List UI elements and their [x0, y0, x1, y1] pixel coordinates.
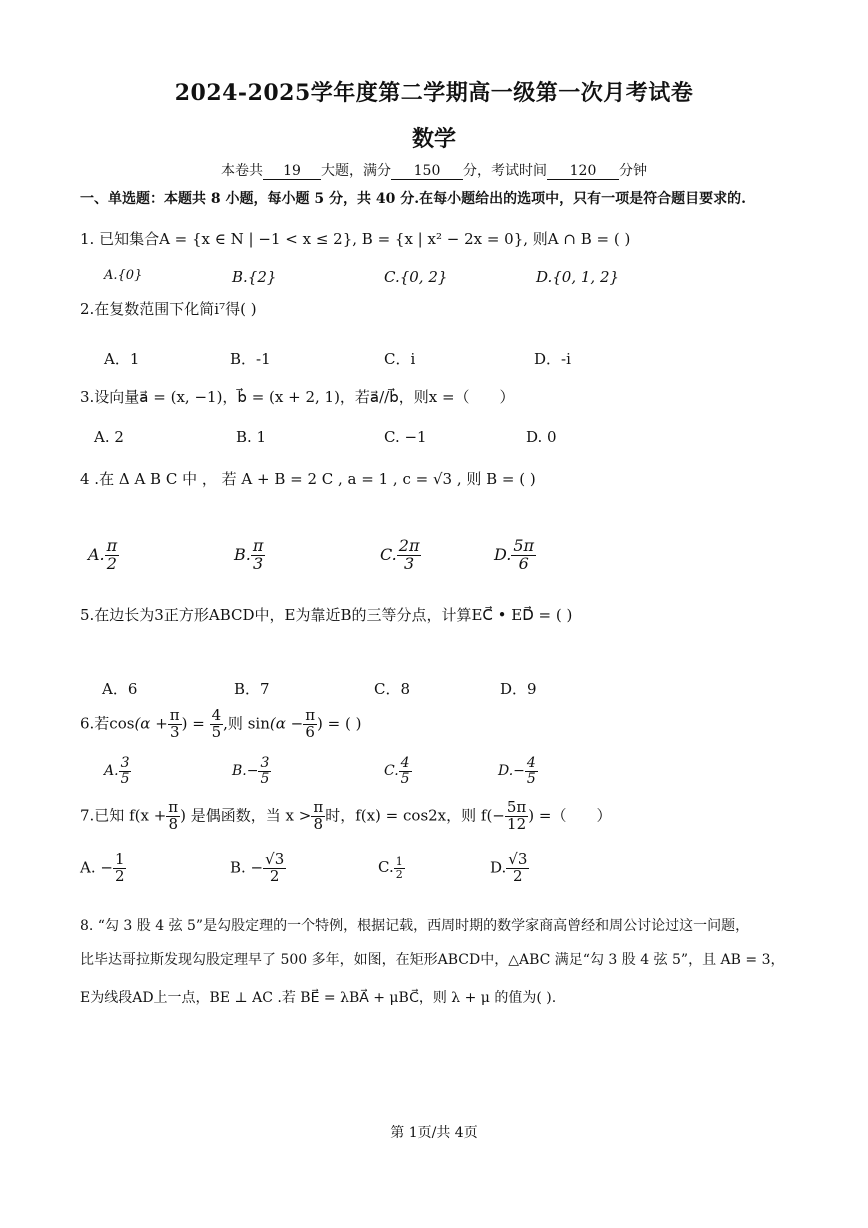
info-mid2: 分，考试时间: [463, 163, 547, 179]
info-suffix: 分钟: [619, 163, 647, 179]
q2-option-c: C．i: [384, 350, 416, 368]
q3-option-d: D. 0: [526, 428, 557, 446]
q7-stem: 7.已知 f(x + $\frac{\pi}{8}$ ) 是偶函数，当 x > $\frac{\pi}{8}$ 时，f(x) = cos2x，则 f(− $\frac{5\pi}{12}$ ) =（ ）: [80, 798, 612, 833]
page-footer: 第 1页/共 4页: [390, 1125, 478, 1141]
q2-option-b: B．-1: [230, 350, 271, 368]
q5-stem: 5.在边长为3正方形ABCD中，E为靠近B的三等分点，计算EC⃗ • ED⃗ = ( ): [80, 606, 573, 624]
q2-option-a: A．1: [104, 350, 140, 368]
info-time: 120: [547, 163, 619, 180]
q5-option-c: C．8: [374, 680, 411, 698]
q4-option-a: A. $\frac{\pi}{2}$: [88, 536, 118, 573]
q5-option-d: D．9: [500, 680, 537, 698]
q4-option-c: C. $\frac{2\pi}{3}$: [380, 536, 420, 573]
q8-line-1: 8. “勾 3 股 4 弦 5”是勾股定理的一个特例，根据记载，西周时期的数学家商高曾经和周公讨论过这一问题，: [80, 918, 750, 934]
q7-option-c: C. $\frac{1}{2}$: [378, 855, 403, 881]
q3-option-b: B. 1: [236, 428, 267, 446]
q5-option-a: A．6: [102, 680, 138, 698]
q4-stem: 4 .在 Δ A B C 中 ， 若 A + B = 2 C , a = 1 , c = √3 , 则 B = ( ): [80, 470, 536, 488]
q3-option-a: A. 2: [94, 428, 124, 446]
info-count: 19: [263, 163, 321, 180]
q5-option-b: B．7: [234, 680, 270, 698]
exam-title: 2024-2025学年度第二学期高一级第一次月考试卷: [174, 80, 694, 106]
info-score: 150: [391, 163, 463, 180]
q7-option-d: D. $\frac{√3}{2}$: [490, 850, 528, 885]
exam-info: [0, 160, 868, 180]
subject-title: 数学: [411, 126, 456, 152]
q8-line-3: E为线段AD上一点，BE ⊥ AC .若 BE⃗ = λBA⃗ + μBC⃗，则 λ + μ 的值为( ).: [80, 990, 557, 1006]
q1-option-d: D.{0, 1, 2}: [536, 268, 620, 286]
info-prefix: 本卷共: [221, 163, 263, 179]
info-mid1: 大题，满分: [321, 163, 391, 179]
q1-option-b: B.{2}: [232, 268, 277, 286]
q1-stem: 1. 已知集合A = {x ∈ N | −1 < x ≤ 2}, B = {x | x² − 2x = 0}, 则A ∩ B = ( ): [80, 230, 631, 248]
q6-stem: 6.若cos(α + $\frac{\pi}{3}$ ) = $\frac{4}{5}$ ,则 sin(α − $\frac{\pi}{6}$ ) = ( ): [80, 706, 362, 741]
q7-option-b: B. − $\frac{√3}{2}$: [230, 850, 285, 885]
q3-option-c: C. −1: [384, 428, 427, 446]
q3-stem: 3.设向量a⃗ = (x, −1)，b⃗ = (x + 2, 1)，若a⃗//b⃗，则x =（ ）: [80, 388, 515, 406]
q8-line-2: 比毕达哥拉斯发现勾股定理早了 500 多年，如图，在矩形ABCD中，△ABC 满足“勾 3 股 4 弦 5”，且 AB = 3，: [80, 952, 785, 968]
q2-stem: 2.在复数范围下化简i⁷得( ): [80, 300, 257, 318]
q7-option-a: A. − $\frac{1}{2}$: [80, 850, 125, 885]
q6-option-d: D.− $\frac{4}{5}$: [498, 755, 536, 787]
q6-option-a: A. $\frac{3}{5}$: [104, 755, 130, 787]
q1-option-c: C.{0, 2}: [384, 268, 448, 286]
q4-option-d: D. $\frac{5\pi}{6}$: [494, 536, 535, 573]
q6-option-b: B.− $\frac{3}{5}$: [232, 755, 270, 787]
section-header: 一、单选题：本题共 8 小题，每小题 5 分，共 40 分.在每小题给出的选项中，只有一项是符合题目要求的.: [80, 191, 746, 207]
q6-option-c: C. $\frac{4}{5}$: [384, 755, 410, 787]
q4-option-b: B. $\frac{\pi}{3}$: [234, 536, 264, 573]
q1-option-a: A.{0}: [104, 268, 143, 283]
q2-option-d: D．-i: [534, 350, 571, 368]
